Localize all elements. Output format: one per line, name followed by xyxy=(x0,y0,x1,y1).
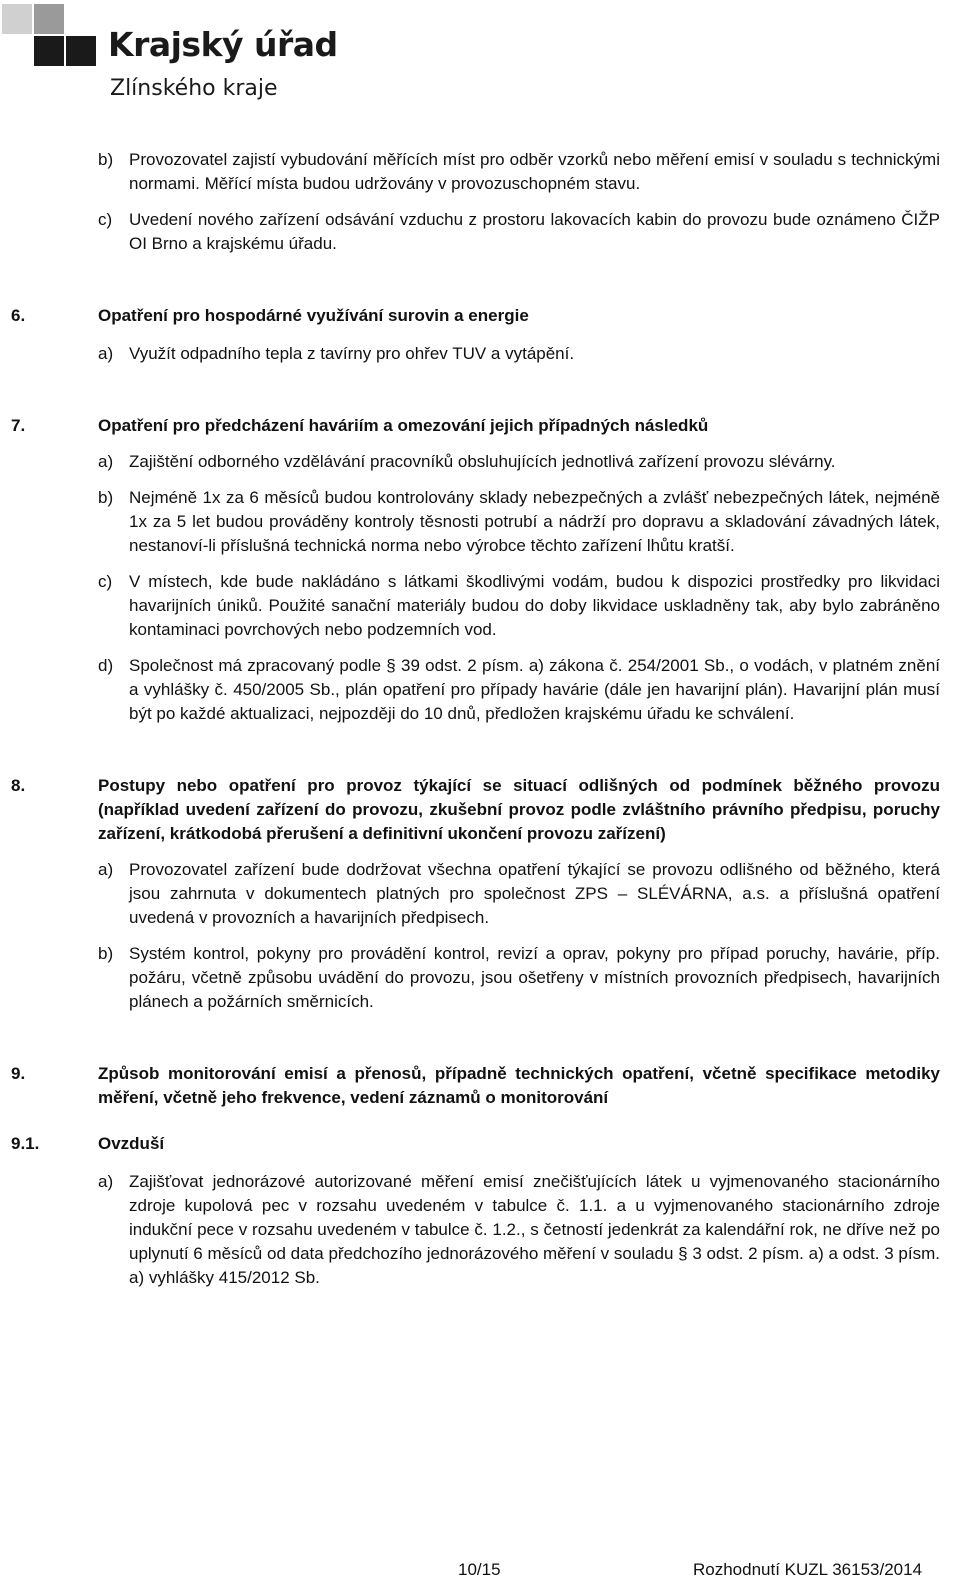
section-title: Opatření pro hospodárné využívání surovin a energie xyxy=(98,306,529,325)
item-text: Společnost má zpracovaný podle § 39 odst. 2 písm. a) zákona č. 254/2001 Sb., o vodách, v platném znění a vyhlášky č. 450/2005 Sb., plán opatření pro případy havárie (dále jen havarijní plán). Havarijní plán musí být po každé aktualizaci, nejpozději do 10 dnů, předložen krajskému úřadu ke schválení. xyxy=(129,656,940,723)
item-label: a) xyxy=(98,452,114,471)
section-number: 7. xyxy=(11,416,26,435)
item-label: b) xyxy=(98,944,114,963)
item-text: Nejméně 1x za 6 měsíců budou kontrolovány sklady nebezpečných a zvlášť nebezpečných látek, nejméně 1x za 5 let budou prováděny kontroly těsnosti potrubí a nádrží pro dopravu a skladování závadných látek, nestanoví-li příslušná technická norma nebo výrobce těchto zařízení lhůtu kratší. xyxy=(129,488,940,555)
item-label: a) xyxy=(98,860,114,879)
page-number: 10/15 xyxy=(458,1560,501,1579)
item-label: c) xyxy=(98,572,113,591)
list-item xyxy=(0,486,960,558)
list-item xyxy=(0,858,960,930)
krajsky-urad-logo xyxy=(0,0,338,110)
logo-square-mid xyxy=(34,4,64,34)
item-label: d) xyxy=(98,656,114,675)
list-item xyxy=(0,942,960,1014)
list-item xyxy=(0,450,960,474)
section-heading-9 xyxy=(0,1062,960,1110)
section-title: Způsob monitorování emisí a přenosů, případně technických opatření, včetně specifikace metodiky měření, včetně jeho frekvence, vedení záznamů o monitorování xyxy=(98,1064,940,1107)
item-text: Uvedení nového zařízení odsávání vzduchu z prostoru lakovacích kabin do provozu bude oznámeno ČIŽP OI Brno a krajskému úřadu. xyxy=(129,210,940,253)
decision-reference: Rozhodnutí KUZL 36153/2014 xyxy=(693,1560,923,1579)
item-text: V místech, kde bude nakládáno s látkami škodlivými vodám, budou k dispozici prostředky pro likvidaci havarijních úniků. Použité sanační materiály budou do doby likvidace uskladněny tak, aby bylo zabráněno kontaminaci povrchových nebo podzemních vod. xyxy=(129,572,940,639)
section-heading-9-1 xyxy=(0,1132,960,1156)
list-item xyxy=(0,342,960,366)
item-label: b) xyxy=(98,150,114,169)
section-heading-7 xyxy=(0,414,960,438)
item-text: Provozovatel zařízení bude dodržovat všechna opatření týkající se provozu odlišného od běžného, která jsou zahrnuta v dokumentech platných pro společnost ZPS – SLÉVÁRNA, a.s. a příslušná opatření uvedená v provozních a havarijních předpisech. xyxy=(129,860,940,927)
section-number: 6. xyxy=(11,306,26,325)
section-heading-8 xyxy=(0,774,960,846)
item-label: c) xyxy=(98,210,113,229)
logo-square-dark-2 xyxy=(66,36,96,66)
logo-square-dark xyxy=(34,36,64,66)
item-label: a) xyxy=(98,344,114,363)
list-item xyxy=(0,570,960,642)
logo-subtitle: Zlínského kraje xyxy=(110,76,278,101)
document-body xyxy=(0,148,960,1290)
section-title: Postupy nebo opatření pro provoz týkající se situací odlišných od podmínek běžného provozu (například uvedení zařízení do provozu, zkušební provoz podle zvláštního právního předpisu, poruchy zařízení, krátkodobá přerušení a definitivní ukončení provozu zařízení) xyxy=(98,776,940,843)
list-item xyxy=(0,654,960,726)
item-text: Provozovatel zajistí vybudování měřících míst pro odběr vzorků nebo měření emisí v souladu s technickými normami. Měřící místa budou udržovány v provozuschopném stavu. xyxy=(129,150,940,193)
logo-square-light xyxy=(2,4,32,34)
item-label: b) xyxy=(98,488,114,507)
section-number: 9.1. xyxy=(11,1134,40,1153)
section-number: 8. xyxy=(11,776,26,795)
section-title: Ovzduší xyxy=(98,1134,165,1153)
item-text: Využít odpadního tepla z tavírny pro ohřev TUV a vytápění. xyxy=(129,344,575,363)
list-item xyxy=(0,1170,960,1290)
logo-title: Krajský úřad xyxy=(108,25,338,64)
section-number: 9. xyxy=(11,1064,26,1083)
item-text: Zajišťovat jednorázové autorizované měření emisí znečišťujících látek u vyjmenovaného stacionárního zdroje kupolová pec v rozsahu uvedeném v tabulce č. 1.1. a u vyjmenovaného stacionárního zdroje indukční pece v rozsahu uvedeném v tabulce č. 1.2., s četností jedenkrát za kalendářní rok, ne dříve než po uplynutí 6 měsíců od data předchozího jednorázového měření v souladu § 3 odst. 2 písm. a) a odst. 3 písm. a) vyhlášky 415/2012 Sb. xyxy=(129,1172,940,1287)
list-item xyxy=(0,148,960,196)
page-footer xyxy=(0,1560,960,1590)
item-text: Systém kontrol, pokyny pro provádění kontrol, revizí a oprav, pokyny pro případ poruchy, havárie, příp. požáru, včetně způsobu uvádění do provozu, jsou ošetřeny v místních provozních předpisech, havarijních plánech a požárních směrnicích. xyxy=(129,944,940,1011)
item-text: Zajištění odborného vzdělávání pracovníků obsluhujících jednotlivá zařízení provozu slévárny. xyxy=(129,452,836,471)
section-heading-6 xyxy=(0,304,960,328)
list-item xyxy=(0,208,960,256)
item-label: a) xyxy=(98,1172,114,1191)
section-title: Opatření pro předcházení haváriím a omezování jejich případných následků xyxy=(98,416,709,435)
